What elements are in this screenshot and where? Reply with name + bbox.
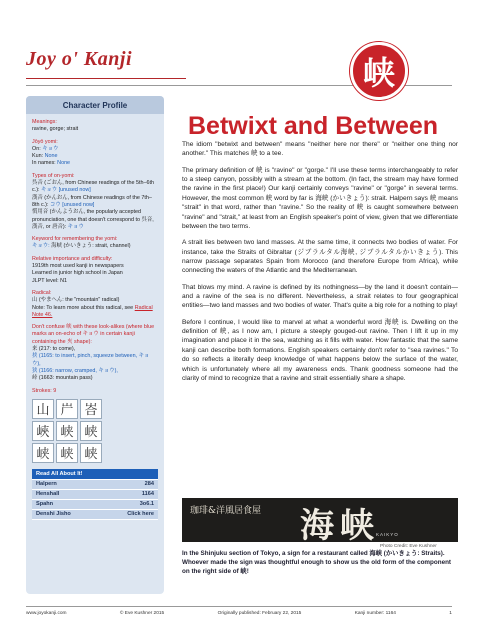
references-table (32, 469, 158, 520)
strokes-heading: Strokes: 9 (32, 387, 57, 394)
confuse-item-2-reading: キョウ), (32, 353, 150, 367)
paragraph: The idiom "betwixt and between" means "neither here nor there" or "neither one thing nor another." This matches 峡 to a tee. (182, 141, 458, 158)
stroke-step: 山 (32, 399, 54, 419)
confuse-item-3-reading: キョウ), (98, 367, 118, 374)
sign-small-text: 珈琲&洋風居食屋 (190, 506, 262, 516)
logo-text: Joy o' Kanji (26, 48, 133, 70)
sidebar-body (26, 119, 164, 395)
denshi-jisho-link[interactable]: Click here (102, 509, 158, 519)
stroke-step: 峡 (56, 443, 78, 463)
footer-kanji-number: Kanji number: 1164 (354, 611, 396, 616)
relative-jlpt: JLPT level: N1 (32, 277, 67, 284)
on-value: キョウ (42, 145, 59, 152)
character-profile-sidebar (26, 96, 164, 594)
types-kan-on (32, 195, 158, 210)
ref-name: Spahn (32, 499, 102, 509)
stroke-step: 峇 (80, 399, 102, 419)
types-kanyo-on (32, 209, 158, 231)
references-heading: Read All About It! (32, 469, 158, 480)
footer-copyright: © Eve Kushner 2015 (119, 611, 165, 616)
relative-school: Learned in junior high school in Japan (32, 270, 123, 277)
types-kanyo-on-value: キョウ (67, 223, 84, 230)
confuse-heading: Don't confuse 峡 with these look-alikes (where blue marks an on-echo of キョウ in certain kanji containing the 夾 shape): (32, 324, 155, 345)
types-go-on-text: 呉音 (ごおん, from Chinese readings of the 5th–6th c.): (32, 180, 154, 194)
kun-yomi-row (32, 153, 158, 160)
on-yomi-row (32, 146, 158, 153)
paragraph: That blows my mind. A ravine is defined by its nothingness—by the land it doesn't contain—and a ravine of the sea is no different. Nevertheless, a strait relates to four geographical entities—two land masses and two bodies of water. That's quite a big role for a nothing to play! (182, 283, 458, 310)
types-heading: Types of on-yomi: (32, 172, 75, 179)
ref-name: Denshi Jisho (32, 509, 102, 519)
confuse-item-2-text: 挟 (1165: to insert, pinch, squeeze between, (32, 353, 138, 360)
sign-romaji: KAIKYO (376, 532, 399, 537)
relative-heading: Relative importance and difficulty: (32, 255, 113, 262)
types-kanyo-on-text: 慣用音 (かんようおん, the popularly accepted pronunciation, one that doesn't correspond to 呉音, 漢音, or 唐音): (32, 209, 154, 230)
stroke-step: 峡 (32, 443, 54, 463)
names-label: In names: (32, 160, 56, 167)
sidebar-title: Character Profile (26, 96, 164, 114)
logo-underline (26, 78, 186, 79)
meanings-text: ravine, gorge; strait (32, 126, 79, 133)
relative-frequency: 1919th most used kanji in newspapers (32, 263, 124, 270)
photo-caption: In the Shinjuku section of Tokyo, a sign for a restaurant called 海峡 (かいきょう: Straits). Whoever made the sign was thoughtful enough to show us the old form of the component on the right side of 峡! (182, 550, 452, 575)
radical-heading: Radical: (32, 289, 52, 296)
paragraph: Before I continue, I would like to marvel at what a wonderful word 海峡 is. Dwelling on the definition of 峡, as I now am, I picture a steeply gouged-out ravine. Then I lift it up in my imagination and place it in the sea, watching as it fills with water. How fantastic that the same kanji can describe both formations. English speakers certainly don't refer to "sea ravines." To do so reflects a literally deep knowledge of what happens below the surface of the water, which is unfortunately where all my awareness ends. Thank goodness someone had the clarity of mind to recognize that a ravine and strait essentially share a shape. (182, 318, 458, 382)
kun-value: None (44, 153, 58, 160)
stroke-step: 峡 (56, 421, 78, 441)
types-kan-on-text: 漢音 (かんおん, from Chinese readings of the 7th–8th c.): (32, 194, 152, 208)
names-value: None (57, 160, 71, 167)
confuse-item-3-text: 狭 (1166: narrow, cramped, (32, 367, 97, 374)
photo-credit: Photo Credit: Eve Kushner (380, 544, 437, 549)
stroke-step: 峡 (80, 421, 102, 441)
paragraph: A strait lies between two land masses. At the same time, it connects two bodies of water. For instance, take the Straits of Gibraltar (ジブラルタル海峡, ジブラルタルかいきょう). This narrow passage separates Spain from Morocco (and therefore Europe from Africa), while connecting the waters of the Atlantic and the Mediterranean. (182, 239, 458, 275)
stroke-order-grid (32, 399, 158, 463)
footer-page-number: 1 (449, 611, 452, 616)
on-label: On: (32, 145, 41, 152)
keyword-reading: キョウ: (32, 243, 50, 250)
ref-name: Halpern (32, 479, 102, 489)
keyword-row (32, 243, 158, 250)
confuse-item-1: 来 (217: to come), (32, 346, 76, 353)
types-kan-on-value: コウ [unused now] (49, 201, 95, 208)
logo (26, 48, 176, 88)
kun-label: Kun: (32, 153, 44, 160)
radical-note-link[interactable]: Radical Note 46. (32, 304, 153, 318)
stroke-step: 峡 (80, 443, 102, 463)
ref-value: 1164 (102, 489, 158, 499)
kanji-badge: 峡 (350, 42, 408, 100)
joyo-yomi-heading: Jōyō yomi: (32, 138, 58, 145)
article-title: Betwixt and Between (188, 112, 439, 140)
article-body (182, 140, 458, 390)
footer-site[interactable]: www.joyokanji.com (26, 611, 67, 616)
radical-note (32, 305, 158, 320)
restaurant-sign-photo (182, 498, 458, 542)
stroke-step: 屵 (56, 399, 78, 419)
stroke-step: 峽 (32, 421, 54, 441)
radical-name: 山 (やまへん: the "mountain" radical) (32, 297, 120, 304)
types-go-on-value: キョウ [unused now] (41, 187, 91, 194)
types-go-on (32, 180, 158, 195)
sign-big-text: 海峡 (300, 506, 380, 542)
meanings-heading: Meanings: (32, 119, 57, 125)
paragraph: The primary definition of 峡 is "ravine" or "gorge." I'll use these terms interchangeably to refer to a steep canyon, possibly with a stream at the bottom. (In fact, the stream may have formed the ravine in the first place!) Our kanji certainly conveys "ravine" or "gorge" in several terms. However, the most common 峡 word by far is 海峡 (かいきょう): strait. Halpern says 峡 means "strait" in that word, rather than "ravine." So the reality of 峡 is caught somewhere between "ravine" and "strait," at least from an English speaker's point of view, given that we differentiate between the two terms. (182, 166, 458, 230)
names-row (32, 160, 158, 167)
radical-note-text: Note: To learn more about this radical, see (32, 304, 134, 311)
confuse-item-2 (32, 353, 158, 368)
ref-name: Henshall (32, 489, 102, 499)
footer-published: Originally published: February 22, 2015 (217, 611, 302, 616)
confuse-item-4: 峠 (1663: mountain pass) (32, 375, 93, 382)
page-footer (26, 606, 452, 616)
keyword-heading: Keyword for remembering the yomi: (32, 236, 118, 243)
ref-value: 284 (102, 479, 158, 489)
keyword-word: 海峡 (かいきょう: strait, channel) (51, 243, 131, 250)
ref-value: 3o6.1 (102, 499, 158, 509)
